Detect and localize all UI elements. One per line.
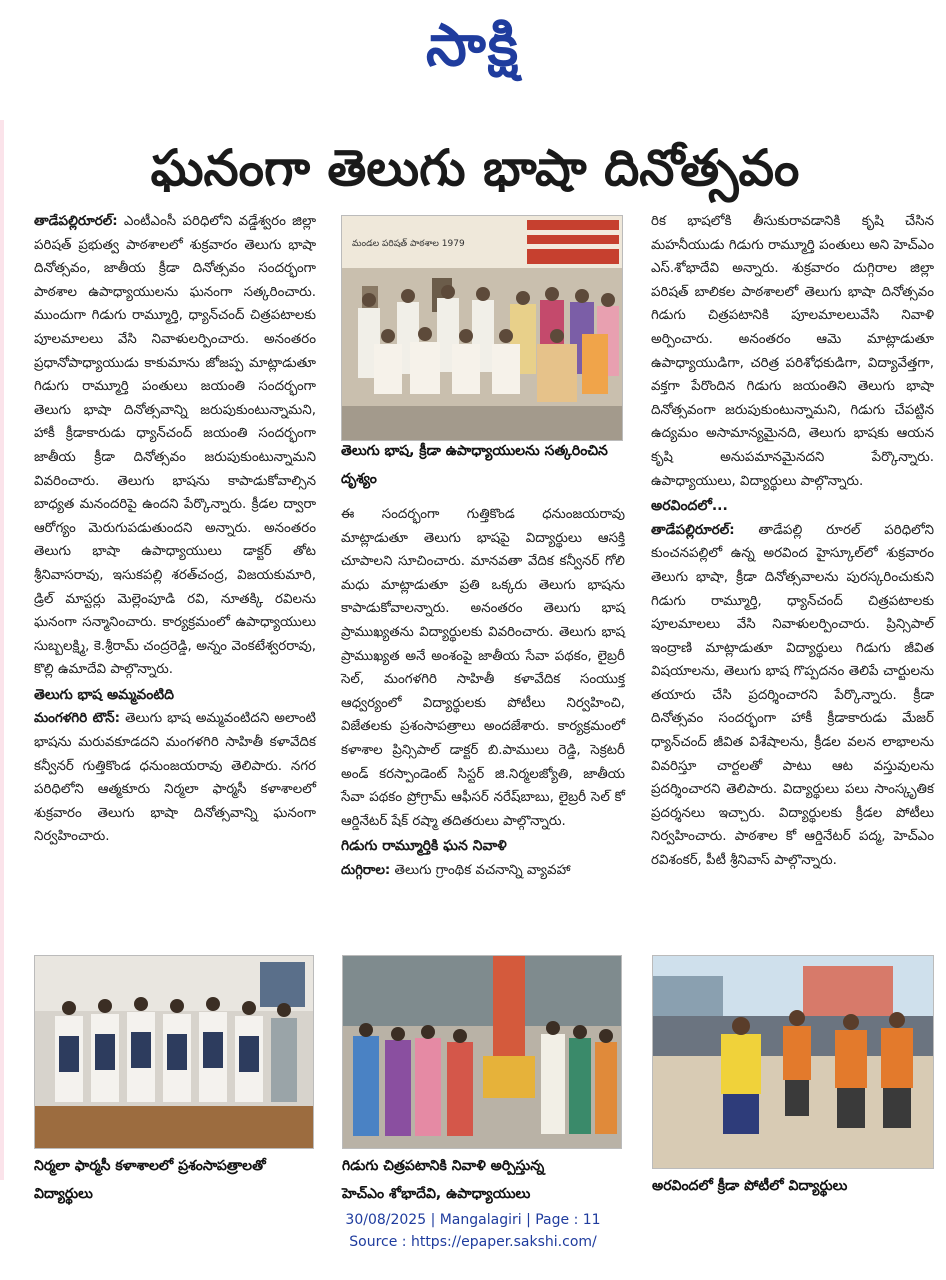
photo-caption — [342, 1152, 624, 1202]
photo-caption: తెలుగు భాష, క్రీడా ఉపాధ్యాయులను సత్కరించిన దృశ్యం — [341, 443, 608, 487]
kabaddi-competition-photo — [652, 955, 934, 1169]
caption-line: హెచ్‌ఎం శోభాదేవి, ఉపాధ్యాయులు — [342, 1186, 531, 1202]
newspaper-masthead — [0, 10, 946, 80]
footer-source-link[interactable]: Source : https://epaper.sakshi.com/ — [349, 1234, 597, 1250]
article-column-2 — [341, 503, 625, 946]
photo-caption — [34, 1152, 316, 1202]
sakshi-logo: సాక్షి — [425, 11, 521, 79]
photo-caption: అరవిందలో క్రీడా పోటీలో విద్యార్థులు — [652, 1178, 848, 1194]
students-certificates-photo — [34, 955, 314, 1149]
banner-text: మండల పరిషత్ పాఠశాల 1979 — [352, 239, 465, 249]
sub-heading: అరవిందలో... — [651, 498, 728, 515]
caption-line: గిడుగు చిత్రపటానికి నివాళి అర్పిస్తున్న — [342, 1158, 545, 1174]
caption-line: నిర్మలా ఫార్మసీ కళాశాలలో ప్రశంసాపత్రాలతో — [34, 1158, 266, 1174]
dateline: దుగ్గిరాల: — [341, 862, 391, 878]
paragraph-text: తాడేపల్లి రూరల్‌ పరిధిలోని కుంచనపల్లిలో ఉన్న అరవింద హైస్కూల్‌లో శుక్రవారం తెలుగు భాషా, క్రీడా దినోత్సవాలను పురస్కరించుకుని గిడుగు రామ్మూర్తి, ధ్యాన్‌చంద్‌ చిత్రపటాలకు పూలమాలలు వేసి నివాళులర్పించారు. ప్రిన్సిపాల్‌ ఇంద్రాణి మాట్లాడుతూ విద్యార్థులు గిడుగు జీవిత విషయాలను, తెలుగు భాష గొప్పదనం తెలిపే చార్టులను తయారు చేసి ప్రదర్శించారని పేర్కొన్నారు. క్రీడా దినోత్సవం సందర్భంగా హాకీ క్రీడాకారుడు మేజర్‌ ధ్యాన్‌చంద్‌ జీవిత విశేషాలను, క్రీడల వలన లాభాలను వివరిస్తూ చార్టలతో పాటు ఆట వస్తువులను ప్రదర్శించారని తెలిపారు. విద్యార్థులు పలు సాంస్కృతిక ప్రదర్శనలు ఇచ్చారు. విద్యార్థులకు క్రీడల పోటీలు నిర్వహించారు. పాఠశాల కో ఆర్డినేటర్‌ పద్మ, హెచ్‌ఎం రవిశంకర్‌, పీటీ శ్రీనివాస్‌ పాల్గొన్నారు. — [651, 522, 934, 869]
dateline: తాడేపల్లిరూరల్‌: — [651, 522, 735, 538]
footer-date-edition: 30/08/2025 | Mangalagiri | Page : 11 — [345, 1212, 601, 1228]
article-paragraph — [34, 707, 316, 849]
sub-heading: గిడుగు రామ్మూర్తికి ఘన నివాళి — [341, 838, 507, 855]
page-margin-strip — [0, 120, 4, 1180]
dateline: మంగళగిరి టౌన్‌: — [34, 711, 121, 727]
sub-heading: తెలుగు భాష అమ్మవంటిది — [34, 686, 175, 703]
dateline: తాడేపల్లిరూరల్: — [34, 214, 118, 229]
article-column-1 — [34, 210, 316, 945]
article-paragraph: రిక భాషలోకి తీసుకురావడానికి కృషి చేసిన మహనీయుడు గిడుగు రామ్మూర్తి పంతులు అని హెచ్‌ఎం ఎస్‌.శోభాదేవి అన్నారు. శుక్రవారం దుగ్గిరాల జిల్లా పరిషత్‌ బాలికల పాఠశాలలో తెలుగు భాషా దినోత్సవం గిడుగు చిత్రపటానికి పూలమాలలువేసి నివాళి అర్పించారు. అనంతరం ఆమె మాట్లాడుతూ ఉపాధ్యాయుడిగా, చరిత్ర పరిశోధకుడిగా, విద్యావేత్తగా, వక్తగా పేరొందిన గిడుగు జయంతిని తెలుగు భాషా దినోత్సవంగా జరుపుకుంటున్నామని, గిడుగు చేపట్టిన ఉద్యమం అసామాన్యమైనది, తెలుగు భాషకు ఆయన కృషి అనుపమానమైనదని పేర్కొన్నారు. ఉపాధ్యాయులు, విద్యార్థులు పాల్గొన్నారు. — [651, 214, 934, 489]
article-paragraph: ఈ సందర్భంగా గుత్తికొండ ధనుంజయరావు మాట్లాడుతూ తెలుగు భాషపై విద్యార్థులు ఆసక్తి చూపాలని సూచించారు. మానవతా వేదిక కన్వీనర్‌ గోలి మధు మాట్లాడుతూ ప్రతి ఒక్కరు తెలుగు భాషను కాపాడుకోవాలన్నారు. అనంతరం తెలుగు భాష ప్రాముఖ్యతను విద్యార్థులకు వివరించారు. తెలుగు భాష ప్రాముఖ్యత అనే అంశంపై జాతీయ సేవా పథకం, లైబ్రరీ సెల్‌, మంగళగిరి సాహితీ కళావేదిక సంయుక్త ఆధ్వర్యంలో విద్యార్థులకు పోటీలు నిర్వహించి, విజేతలకు ప్రశంసాపత్రాలు అందజేశారు. కార్యక్రమంలో కళాశాల ప్రిన్సిపాల్‌ డాక్టర్‌ బి.పాములు రెడ్డి, సెక్రటరీ అండ్‌ కరస్పాండెంట్‌ సిస్టర్‌ జి.నిర్మలజ్యోతి, జాతీయ సేవా పథకం ప్రోగ్రామ్‌ ఆఫీసర్‌ నరేష్‌బాబు, లైబ్రరీ సెల్‌ కో ఆర్డినేటర్‌ షేక్‌ రష్మా తదితరులు పాల్గొన్నారు. — [341, 507, 625, 829]
article-paragraph — [34, 210, 316, 682]
article-headline: ఘనంగా తెలుగు భాషా దినోత్సవం — [150, 139, 800, 197]
photo-illustration — [342, 216, 622, 440]
teachers-felicitation-photo — [341, 215, 623, 441]
photo-illustration — [343, 956, 621, 1148]
photo-illustration — [653, 956, 933, 1168]
gidugu-tribute-photo — [342, 955, 622, 1149]
photo-illustration — [35, 956, 313, 1148]
paragraph-text: తెలుగు గ్రాంథిక వచనాన్ని వ్యావహా — [390, 862, 571, 878]
caption-line: విద్యార్థులు — [34, 1186, 93, 1202]
paragraph-text: తెలుగు భాష అమ్మవంటిదని అలాంటి భాషను మరువకూడదని మంగళగిరి సాహితీ కళావేదిక కన్వీనర్‌ గుత్తికొండ ధనుంజయరావు తెలిపారు. నగర పరిధిలోని ఆత్మకూరు నిర్మలా ఫార్మసీ కళాశాలలో శుక్రవారం తెలుగు భాషా దినోత్సవాన్ని ఘనంగా నిర్వహించారు. — [34, 711, 316, 845]
article-column-3 — [651, 210, 934, 945]
article-paragraph — [651, 519, 934, 873]
paragraph-text: ఎంటీఎంసీ పరిధిలోని వడ్డేశ్వరం జిల్లా పరిషత్‌ ప్రభుత్వ పాఠశాలలో శుక్రవారం తెలుగు భాషా దినోత్సవం, జాతీయ క్రీడా దినోత్సవం సందర్భంగా పాఠశాల ఉపాధ్యాయులను ఘనంగా సత్కరించారు. ముందుగా గిడుగు రామ్మూర్తి, ధ్యాన్‌చంద్‌ చిత్రపటాలకు పూలమాలలు వేసి నివాళులర్పించారు. అనంతరం ప్రధానోపాధ్యాయుడు కాకుమాను జోజప్ప మాట్లాడుతూ గిడుగు రామ్మూర్తి పంతులు జయంతి సందర్భంగా తెలుగు భాషా దినోత్సవాన్ని జరుపుకుంటున్నామని, హాకీ క్రీడాకారుడు ధ్యాన్‌చంద్‌ జయంతి సందర్భంగా జాతీయ క్రీడా దినోత్సవం జరుపుకుంటున్నామని వివరించారు. తెలుగు భాషను కాపాడుకోవాల్సిన బాధ్యత మనందరిపై ఉందని పేర్కొన్నారు. క్రీడల ద్వారా ఆరోగ్యం మెరుగుపడుతుందని అన్నారు. అనంతరం తెలుగు భాషా ఉపాధ్యాయులు డాక్టర్‌ తోట శ్రీనివాసరావు, ఇసుకపల్లి శరత్‌చంద్ర, విజయకుమారి, డ్రిల్‌ మాస్టర్లు మెల్లెంపూడి రవి, నూతక్కి రవిలను ఘనంగా సన్మానించారు. కార్యక్రమంలో ఉపాధ్యాయులు సుబ్బలక్ష్మి, కె.శ్రీరామ్‌ చంద్రరెడ్డి, అన్నం వెంకటేశ్వరరావు, కొల్లి ఉమాదేవి పాల్గొన్నారు. — [34, 214, 316, 678]
article-paragraph — [341, 859, 625, 883]
